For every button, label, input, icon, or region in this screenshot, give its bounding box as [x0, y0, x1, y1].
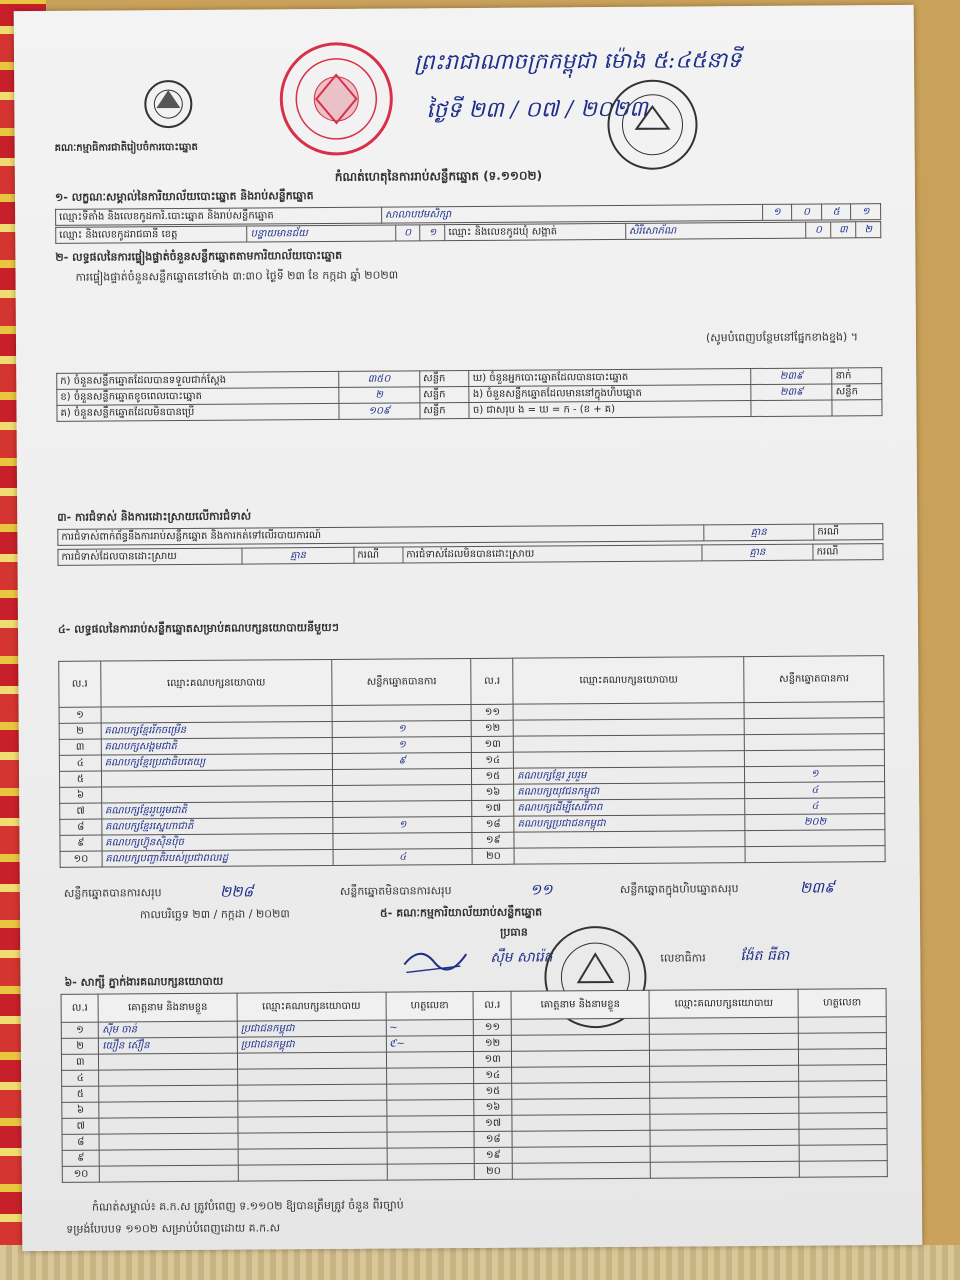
row-number: ១៧	[474, 1115, 512, 1131]
votes-table	[58, 655, 885, 868]
row-number: ១២	[472, 720, 514, 736]
vote-count	[745, 846, 885, 863]
witness-name	[99, 1101, 238, 1118]
code-digit: ២	[856, 222, 881, 238]
witness-signature	[386, 1051, 474, 1068]
row-number: ៥	[59, 771, 101, 787]
section2-note: (សូមបំពេញបន្ថែមនៅផ្នែកខាងខ្នង) ។	[705, 330, 859, 345]
emblem-icon	[142, 78, 194, 130]
total-valid-value: ២២៨	[219, 882, 254, 901]
section6-note: កំណត់សម្គាល់៖ គ.ក.ស ត្រូវបំពេញ ទ.១១០២ ឱ្យបានត្រឹមត្រូវ ចំនួន ពីរច្បាប់	[91, 1198, 404, 1214]
witness-signature	[799, 1065, 887, 1082]
party-name	[101, 769, 332, 787]
row-number: ១០	[62, 1166, 100, 1182]
witness-name	[511, 1050, 650, 1067]
row-number: ១៩	[472, 832, 514, 848]
objection-unit: ករណី	[813, 544, 883, 560]
section2-table	[56, 367, 882, 422]
witness-name	[99, 1053, 238, 1070]
code-digit: ១	[420, 225, 445, 241]
party-name: គណបក្សខ្មែររីកចម្រើន	[101, 721, 332, 739]
row-number: ៥	[62, 1086, 100, 1102]
count-label: ខ) ចំនួនសន្លឹកឆ្នោតខូចពេលបោះឆ្នោត	[57, 387, 339, 405]
party-name: គណបក្សខ្មែរប្រជាធិបតេយ្យ	[101, 753, 332, 771]
objection-unit: ករណី	[354, 547, 403, 563]
party-name: គណបក្សខ្មែររួបរួមជាតិ	[101, 801, 332, 819]
col-header: ល.រ	[474, 991, 512, 1019]
row-number: ១៦	[472, 784, 514, 800]
vote-count	[745, 830, 885, 847]
party-name	[513, 703, 744, 721]
chair-label: ប្រធាន	[500, 925, 528, 939]
objection-value: គ្មាន	[242, 547, 354, 564]
witness-signature: ℭ~	[386, 1035, 474, 1052]
vote-count	[745, 734, 885, 751]
vote-count	[333, 784, 473, 801]
witness-party	[650, 1081, 799, 1098]
witness-signature	[387, 1163, 475, 1180]
row-number: ១៣	[474, 1051, 512, 1067]
witness-party	[238, 1116, 387, 1133]
vote-count: ១	[333, 816, 473, 833]
witness-party	[651, 1161, 800, 1178]
code-digit: ៥	[821, 204, 851, 220]
witness-signature	[798, 1049, 886, 1066]
row-number: ១៩	[475, 1147, 513, 1163]
row-number: ១៧	[472, 800, 514, 816]
vote-count: ២០២	[745, 814, 885, 831]
ballot-count-form	[14, 5, 923, 1251]
witness-name	[512, 1114, 651, 1131]
witness-signature	[799, 1161, 887, 1178]
count-label: ច) ជាសរុប ង = ឃ = ក - (ខ + គ)	[469, 401, 751, 419]
row-number: ២០	[473, 848, 515, 864]
witness-name	[100, 1165, 239, 1182]
vote-count	[333, 832, 473, 849]
row-number: ៦	[62, 1102, 100, 1118]
row-number: ៦	[60, 787, 102, 803]
witness-party	[237, 1068, 386, 1085]
handwritten-date: ថ្ងៃទី ២៣ / ០៧ / ២០២៣	[426, 96, 648, 124]
row-number: ៨	[62, 1134, 100, 1150]
count-label: ក) ចំនួនសន្លឹកឆ្នោតដែលបានទទួលជាក់ស្តែង	[57, 371, 339, 389]
secretary-name: ង៉ែត ធីតា	[740, 947, 790, 965]
witness-name: យឿន ស៊ឿន	[99, 1037, 238, 1054]
row-number: ៨	[60, 819, 102, 835]
witness-party	[237, 1052, 386, 1069]
row-number: ៤	[59, 755, 101, 771]
count-unit: សន្លឹក	[420, 370, 470, 386]
vote-count: ៤	[333, 848, 473, 865]
witness-signature	[799, 1097, 887, 1114]
witness-party	[238, 1132, 387, 1149]
party-name: គណបក្សខ្មែរស្នេហាជាតិ	[102, 817, 333, 835]
party-name	[513, 735, 744, 753]
witness-name	[99, 1069, 238, 1086]
witness-table	[61, 988, 888, 1183]
witness-party	[650, 1049, 799, 1066]
form-title: កំណត់ហេតុនៃការរាប់សន្លឹកឆ្នោត (ទ.១១០២)	[334, 168, 543, 184]
section2-time: ការផ្ទៀងផ្ទាត់ចំនួនសន្លឹកឆ្នោតនៅម៉ោង ៣:៣០ ថ្ងៃទី ២៣ ខែ កក្កដា ឆ្នាំ ២០២៣	[75, 268, 399, 284]
row-number: ២	[61, 1038, 99, 1054]
section6-heading: ៦- សាក្សី ភ្នាក់ងារគណបក្សនយោបាយ	[64, 974, 224, 989]
count-value: ៣៥០	[338, 371, 419, 388]
total-box-label: សន្លឹកឆ្នោតក្នុងហិបឆ្នោតសរុប	[619, 882, 739, 896]
section3-table-row2	[57, 543, 883, 566]
witness-party	[238, 1084, 387, 1101]
party-name: គណបក្សខ្មែរ រួបរួម	[514, 767, 745, 785]
count-label: ង) ចំនួនសន្លឹកឆ្នោតដែលមាននៅក្នុងហិបឆ្នោត	[469, 385, 751, 403]
row-number: ១៤	[472, 752, 514, 768]
section2-heading: ២- លទ្ធផលនៃការផ្ទៀងផ្ទាត់ចំនួនសន្លឹកឆ្នោតតាមការិយាល័យបោះឆ្នោត	[55, 248, 343, 264]
col-header: ឈ្មោះគណបក្សនយោបាយ	[649, 989, 798, 1018]
party-name	[513, 719, 744, 737]
vote-count: ១	[745, 766, 885, 783]
witness-signature	[799, 1129, 887, 1146]
witness-signature	[799, 1081, 887, 1098]
witness-signature	[798, 1017, 886, 1034]
witness-name	[512, 1130, 651, 1147]
witness-party	[650, 1113, 799, 1130]
row-number: ១០	[60, 851, 102, 867]
count-unit	[832, 400, 882, 416]
party-name: គណបក្សសង្គមជាតិ	[101, 737, 332, 755]
count-value: ១០៩	[339, 403, 420, 420]
party-name: គណបក្សប្រជាជនកម្ពុជា	[514, 815, 745, 833]
vote-count: ៩	[332, 752, 472, 769]
witness-name	[512, 1082, 651, 1099]
vote-count	[332, 704, 472, 721]
row-number: ៩	[62, 1150, 100, 1166]
count-label: គ) ចំនួនសន្លឹកឆ្នោតដែលមិនបានប្រើ	[57, 403, 339, 421]
witness-name	[100, 1149, 239, 1166]
witness-party: ប្រជាជនកម្ពុជា	[237, 1020, 386, 1037]
row-number: ១៣	[472, 736, 514, 752]
witness-signature	[386, 1083, 474, 1100]
total-invalid-label: សន្លឹកឆ្នោតមិនបានការសរុប	[339, 884, 452, 898]
witness-signature	[798, 1033, 886, 1050]
total-box-value: ២៣៩	[799, 878, 835, 897]
witness-party: ប្រជាជនកម្ពុជា	[237, 1036, 386, 1053]
col-header: ល.រ	[59, 661, 101, 707]
row1-value: សាលាបឋមសិក្សា	[381, 204, 762, 223]
party-name	[101, 705, 332, 723]
witness-party	[650, 1033, 799, 1050]
col-header: គោត្តនាម និងនាមខ្លួន	[98, 993, 237, 1022]
footer-note: ទម្រង់បែបបទ ១១០២ សម្រាប់បំពេញដោយ គ.ក.ស	[66, 1221, 281, 1236]
section4-heading: ៤- លទ្ធផលនៃការរាប់សន្លឹកឆ្នោតសម្រាប់គណបក្សនយោបាយនីមួយៗ	[57, 620, 339, 636]
count-unit: សន្លឹក	[420, 386, 470, 402]
row2-commune-value: សិរីសោភ័ណ	[625, 222, 806, 239]
col-header: ឈ្មោះគណបក្សនយោបាយ	[513, 657, 745, 705]
col-header: សន្លឹកឆ្នោតបានការ	[744, 656, 884, 703]
code-digit: ១	[851, 204, 881, 220]
total-invalid-value: ១១	[529, 880, 553, 899]
row-number: ១៨	[472, 816, 514, 832]
vote-count: ៤	[745, 798, 885, 815]
row-number: ១១	[474, 1019, 512, 1035]
vote-count	[744, 702, 884, 719]
party-name	[514, 751, 745, 769]
chair-signature-icon	[400, 938, 470, 978]
row2-label: ឈ្មោះ និងលេខកូដរាជធានី ខេត្ត	[56, 226, 247, 243]
objection-label: ការជំទាស់ដែលមិនបានដោះស្រាយ	[403, 545, 702, 563]
witness-signature	[387, 1131, 475, 1148]
vote-count	[332, 768, 472, 785]
chair-name: ស៊ឹម សារ៉េត	[490, 949, 553, 966]
vote-count: ១	[332, 736, 472, 753]
witness-signature	[387, 1147, 475, 1164]
count-unit: សន្លឹក	[420, 402, 470, 418]
row-number: ២០	[475, 1163, 513, 1179]
party-name	[514, 831, 745, 849]
row-number: ១៥	[474, 1083, 512, 1099]
code-digit: ១	[762, 204, 792, 220]
witness-name	[511, 1066, 650, 1083]
col-header: ហត្ថលេខា	[798, 989, 886, 1018]
row-number: ៧	[62, 1118, 100, 1134]
witness-party	[238, 1164, 387, 1181]
objection-label: ការជំទាស់ពាក់ព័ន្ធនឹងការរាប់សន្លឹកឆ្នោត និងការកត់ទៅលើរបាយការណ៍	[58, 525, 704, 546]
objection-label: ការជំទាស់ដែលបានដោះស្រាយ	[58, 548, 242, 565]
handwritten-time: ព្រះរាជាណាចក្រកម្ពុជា ម៉ោង ៥:៤៥នាទី	[413, 48, 742, 76]
row-number: ៣	[59, 739, 101, 755]
witness-signature: ~	[386, 1019, 474, 1036]
witness-party	[650, 1097, 799, 1114]
count-label: ឃ) ចំនួនអ្នកបោះឆ្នោតដែលបានបោះឆ្នោត	[469, 369, 751, 387]
code-digit: ៣	[831, 222, 856, 238]
party-name: គណបក្សបញ្ជាតិរបស់ប្រជាពលរដ្ឋ	[102, 849, 333, 867]
vote-count	[745, 750, 885, 767]
witness-signature	[386, 1115, 474, 1132]
vote-count	[333, 800, 473, 817]
witness-party	[650, 1145, 799, 1162]
row-number: ១១	[472, 704, 514, 720]
witness-party	[650, 1065, 799, 1082]
red-stamp-icon	[276, 38, 397, 159]
col-header: ហត្ថលេខា	[386, 991, 474, 1020]
witness-name	[99, 1117, 238, 1134]
witness-name	[512, 1098, 651, 1115]
witness-party	[650, 1017, 799, 1034]
committee-label: ៥- គណៈកម្មការិយាល័យរាប់សន្លឹកឆ្នោត	[379, 905, 543, 920]
witness-signature	[386, 1099, 474, 1116]
row-number: ២	[59, 723, 101, 739]
count-value: ២៣៩	[751, 384, 832, 401]
vote-count: ១	[332, 720, 472, 737]
party-name	[514, 847, 745, 865]
objection-value: គ្មាន	[702, 544, 814, 561]
witness-signature	[386, 1067, 474, 1084]
section1-heading: ១- លក្ខណៈសម្គាល់នៃការិយាល័យបោះឆ្នោត និងរាប់សន្លឹកឆ្នោត	[54, 189, 314, 204]
code-digit: ០	[395, 225, 420, 241]
count-value: ២៣៩	[751, 368, 832, 385]
witness-name	[99, 1133, 238, 1150]
row-number: ១៦	[474, 1099, 512, 1115]
row1-label: ឈ្មោះទីតាំង និងលេខកូដការិ.បោះឆ្នោត និងរាប់សន្លឹកឆ្នោត	[56, 207, 382, 225]
party-name: គណបក្សហ៊្វុនស៊ិនប៉ិច	[102, 833, 333, 851]
total-valid-label: សន្លឹកឆ្នោតបានការសរុប	[63, 886, 162, 900]
vote-count: ៤	[745, 782, 885, 799]
count-value	[751, 400, 832, 417]
count-unit: សន្លឹក	[832, 384, 882, 400]
witness-name	[512, 1146, 651, 1163]
vote-count	[745, 718, 885, 735]
col-header: គោត្តនាម និងនាមខ្លួន	[511, 990, 650, 1019]
row-number: ១	[61, 1022, 99, 1038]
witness-signature	[799, 1113, 887, 1130]
witness-party	[650, 1129, 799, 1146]
witness-signature	[799, 1145, 887, 1162]
party-name: គណបក្សយុវជនកម្ពុជា	[514, 783, 745, 801]
code-digit: ០	[806, 222, 831, 238]
row-number: ៧	[60, 803, 102, 819]
witness-party	[238, 1100, 387, 1117]
party-name	[101, 785, 332, 803]
secretary-label: លេខាធិការ	[660, 951, 706, 965]
row-number: ៤	[62, 1070, 100, 1086]
row-number: ១	[59, 707, 101, 723]
row2-commune-label: ឈ្មោះ និងលេខកូដឃុំ សង្កាត់	[445, 223, 626, 240]
witness-name	[511, 1034, 650, 1051]
witness-name: ស៊ីម ចាន់	[99, 1021, 238, 1038]
col-header: ឈ្មោះគណបក្សនយោបាយ	[237, 992, 386, 1021]
col-header: ល.រ	[471, 658, 513, 704]
row-number: ១២	[474, 1035, 512, 1051]
witness-party	[238, 1148, 387, 1165]
row-number: ១៤	[474, 1067, 512, 1083]
row-number: ៩	[60, 835, 102, 851]
col-header: ល.រ	[61, 994, 99, 1022]
col-header: ឈ្មោះគណបក្សនយោបាយ	[100, 659, 332, 707]
section3-heading: ៣- ការជំទាស់ និងការដោះស្រាយលើការជំទាស់	[57, 509, 252, 524]
org-name: គណៈកម្មាធិការជាតិរៀបចំការបោះឆ្នោត	[54, 141, 198, 154]
count-unit: នាក់	[832, 368, 882, 384]
section3-table	[57, 523, 883, 546]
objection-unit: ករណី	[814, 524, 883, 540]
count-value: ២	[338, 387, 419, 404]
count-date: កាលបរិច្ឆេទ ២៣ / កក្កដា / ២០២៣	[139, 907, 290, 922]
col-header: សន្លឹកឆ្នោតបានការ	[332, 658, 472, 705]
row-number: ៣	[61, 1054, 99, 1070]
witness-name	[511, 1018, 650, 1035]
row-number: ១៨	[474, 1131, 512, 1147]
witness-name	[512, 1162, 651, 1179]
objection-value: គ្មាន	[704, 524, 814, 541]
black-stamp-icon	[604, 76, 701, 173]
row2-value: បន្ទាយមានជ័យ	[247, 225, 395, 242]
witness-name	[99, 1085, 238, 1102]
row-number: ១៥	[472, 768, 514, 784]
party-name: គណបក្សដើម្បីសេរីភាព	[514, 799, 745, 817]
code-digit: ០	[792, 204, 822, 220]
